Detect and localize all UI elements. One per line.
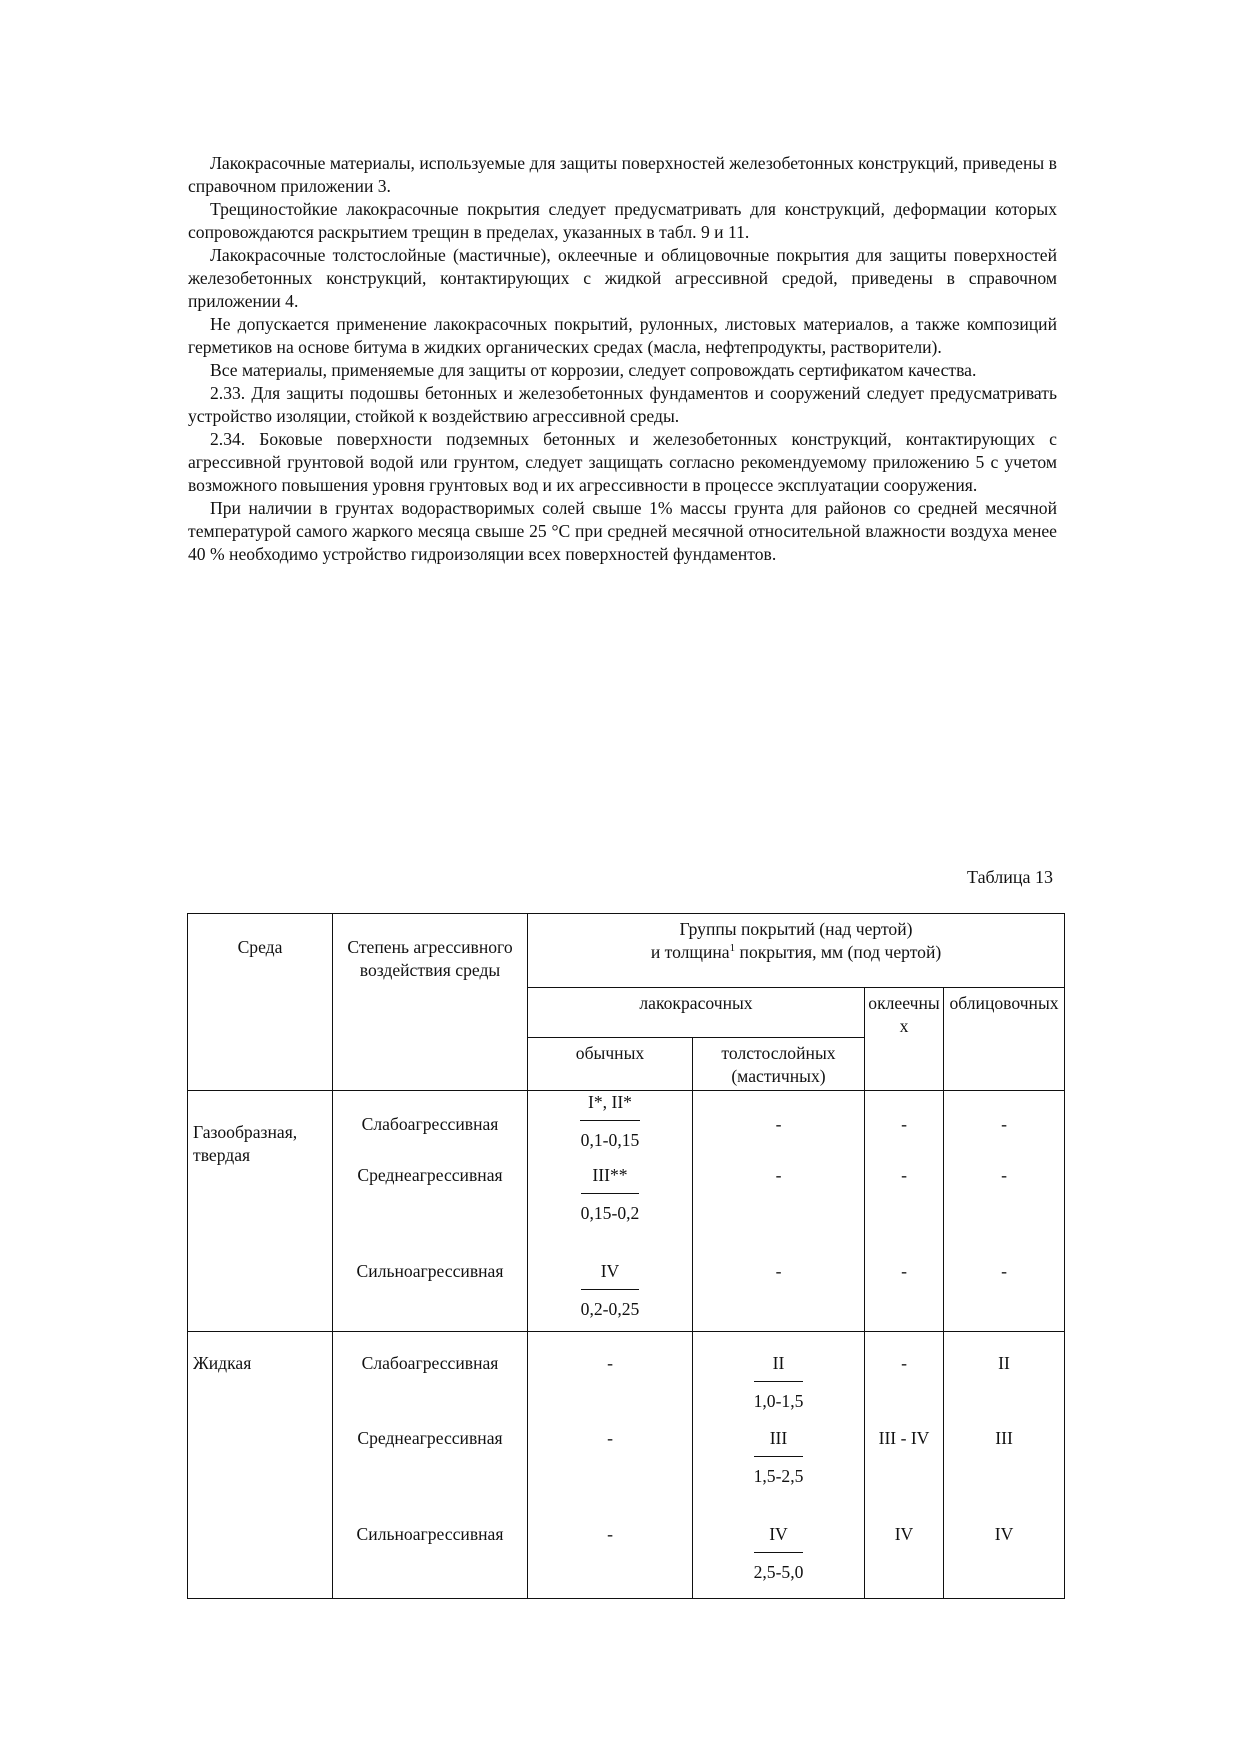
thick-cell: $\frac{\text{III}}{1,5-2,5}$ [693, 1427, 865, 1523]
degree-cell: Сильноагрессивная [333, 1523, 528, 1598]
glued-cell: - [865, 1260, 944, 1331]
thick-cell: - [693, 1091, 865, 1164]
table-caption: Таблица 13 [967, 867, 1053, 887]
header-facing: облицовочных [944, 988, 1065, 1091]
facing-cell: II [944, 1331, 1065, 1427]
thick-cell: - [693, 1164, 865, 1260]
glued-cell: - [865, 1164, 944, 1260]
glued-cell: - [865, 1091, 944, 1164]
glued-cell: IV [865, 1523, 944, 1598]
degree-cell: Слабоагрессивная [333, 1331, 528, 1427]
thick-cell: - [693, 1260, 865, 1331]
header-ordinary: обычных [528, 1038, 693, 1091]
facing-cell: III [944, 1427, 1065, 1523]
facing-cell: - [944, 1260, 1065, 1331]
paragraph: Все материалы, применяемые для защиты от коррозии, следует сопровождать сертификатом качества. [210, 360, 977, 380]
glued-cell: - [865, 1331, 944, 1427]
table-row [188, 1331, 1065, 1427]
paragraph: При наличии в грунтах водорастворимых солей свыше 1% массы грунта для районов со средней месячной температурой самого жаркого месяца свыше 25 °С при средней месячной относительной влажности воздуха менее 40 % необходимо устройство гидроизоляции всех поверхностей фундаментов. [188, 498, 1057, 564]
header-groups-line1: Группы покрытий (над чертой) [679, 919, 913, 939]
facing-cell: IV [944, 1523, 1065, 1598]
degree-cell: Сильноагрессивная [333, 1260, 528, 1331]
header-thick: толстослойных (мастичных) [693, 1038, 865, 1091]
paragraph: Лакокрасочные толстослойные (мастичные), оклеечные и облицовочные покрытия для защиты поверхностей железобетонных конструкций, контактирующих с жидкой агрессивной средой, приведены в справочном приложении 4. [188, 245, 1057, 311]
facing-cell: - [944, 1091, 1065, 1164]
paragraph: Лакокрасочные материалы, используемые для защиты поверхностей железобетонных конструкций, приведены в справочном приложении 3. [188, 153, 1057, 196]
degree-cell: Среднеагрессивная [333, 1427, 528, 1523]
ordinary-cell: $\frac{\text{III**}}{0,15-0,2}$ [528, 1164, 693, 1260]
thick-cell: $\frac{II}{1,0-1,5}$ [693, 1331, 865, 1427]
paragraph: Не допускается применение лакокрасочных покрытий, рулонных, листовых материалов, а также композиций герметиков на основе битума в жидких органических средах (масла, нефтепродукты, растворители). [188, 314, 1057, 357]
glued-cell: III - IV [865, 1427, 944, 1523]
ordinary-cell: $\frac{I*, II*}{0,1-0,15}$ [528, 1091, 693, 1164]
header-env: Среда [188, 914, 333, 1091]
body-text [188, 152, 1057, 566]
header-groups-line2a: и толщина [650, 942, 730, 962]
paragraph: Трещиностойкие лакокрасочные покрытия следует предусматривать для конструкций, деформации которых сопровождаются раскрытием трещин в пределах, указанных в табл. 9 и 11. [188, 199, 1057, 242]
ordinary-cell: - [528, 1427, 693, 1523]
header-degree: Степень агрессивного воздействия среды [333, 914, 528, 1091]
env-cell: Газообразная, твердая [188, 1091, 333, 1331]
header-glued: оклеечных [865, 988, 944, 1091]
header-groups [528, 914, 1065, 988]
facing-cell: - [944, 1164, 1065, 1260]
table-row [188, 1091, 1065, 1164]
env-cell: Жидкая [188, 1331, 333, 1598]
header-paint: лакокрасочных [528, 988, 865, 1038]
footnote-mark: 1 [729, 942, 736, 955]
ordinary-cell: - [528, 1331, 693, 1427]
coatings-table [187, 913, 1065, 1599]
paragraph: 2.33. Для защиты подошвы бетонных и железобетонных фундаментов и сооружений следует предусматривать устройство изоляции, стойкой к воздействию агрессивной среды. [188, 383, 1057, 426]
degree-cell: Среднеагрессивная [333, 1164, 528, 1260]
degree-cell: Слабоагрессивная [333, 1091, 528, 1164]
paragraph: 2.34. Боковые поверхности подземных бетонных и железобетонных конструкций, контактирующих с агрессивной грунтовой водой или грунтом, следует защищать согласно рекомендуемому приложению 5 с учетом возможного повышения уровня грунтовых вод и их агрессивности в процессе эксплуатации сооружения. [188, 429, 1057, 495]
ordinary-cell: $\frac{IV}{0,2-0,25}$ [528, 1260, 693, 1331]
thick-cell: $\frac{IV}{2,5-5,0}$ [693, 1523, 865, 1598]
ordinary-cell: - [528, 1523, 693, 1598]
header-groups-line2b: покрытия, мм (под чертой) [735, 942, 942, 962]
